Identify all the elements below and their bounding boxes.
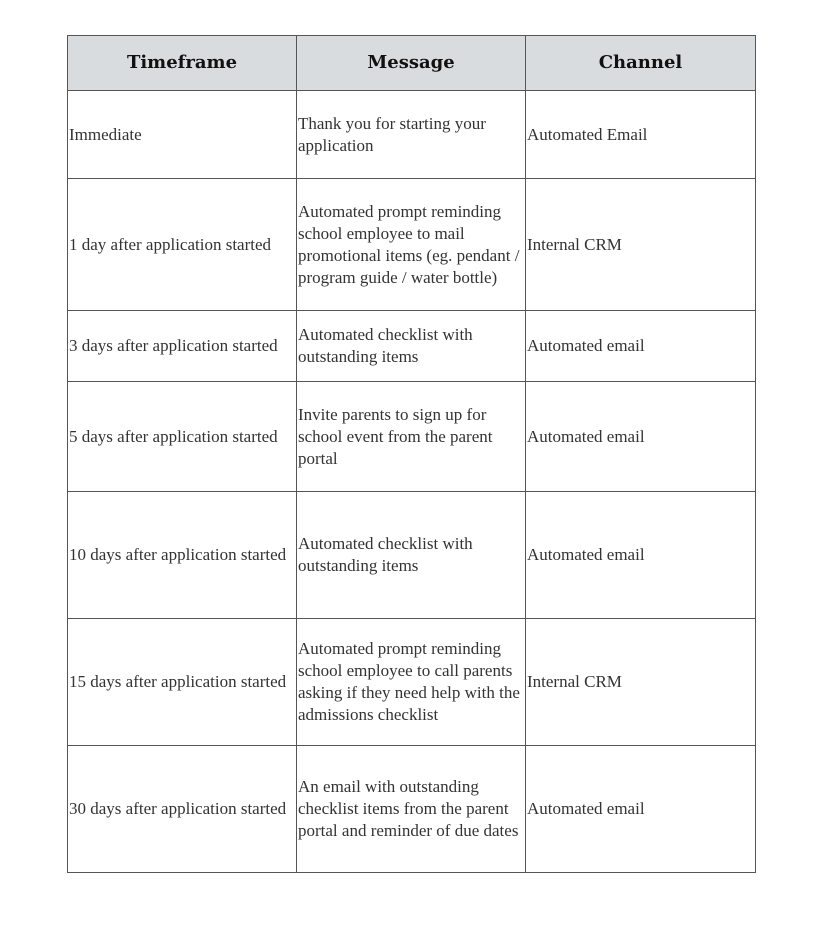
cell-timeframe: 5 days after application started (68, 382, 297, 492)
cell-timeframe: 10 days after application started (68, 492, 297, 619)
cell-timeframe: 3 days after application started (68, 311, 297, 382)
cell-channel: Automated email (526, 746, 756, 873)
cell-channel: Automated Email (526, 91, 756, 179)
cell-timeframe: 15 days after application started (68, 619, 297, 746)
table-row (68, 311, 756, 382)
table-row (68, 492, 756, 619)
cell-message: Automated checklist with outstanding items (297, 311, 526, 382)
cell-timeframe: 1 day after application started (68, 179, 297, 311)
header-message: Message (297, 36, 526, 91)
table-row (68, 382, 756, 492)
cell-timeframe: 30 days after application started (68, 746, 297, 873)
communication-schedule-table (67, 35, 756, 873)
cell-channel: Internal CRM (526, 179, 756, 311)
table-row (68, 746, 756, 873)
cell-timeframe: Immediate (68, 91, 297, 179)
cell-channel: Internal CRM (526, 619, 756, 746)
cell-message: Automated checklist with outstanding items (297, 492, 526, 619)
cell-message: Automated prompt reminding school employee to call parents asking if they need help with the admissions checklist (297, 619, 526, 746)
cell-message: An email with outstanding checklist items from the parent portal and reminder of due dates (297, 746, 526, 873)
header-channel: Channel (526, 36, 756, 91)
cell-message: Thank you for starting your application (297, 91, 526, 179)
table-row (68, 619, 756, 746)
cell-message: Invite parents to sign up for school event from the parent portal (297, 382, 526, 492)
cell-channel: Automated email (526, 382, 756, 492)
table-row (68, 179, 756, 311)
cell-channel: Automated email (526, 492, 756, 619)
table-row (68, 91, 756, 179)
header-row (68, 36, 756, 91)
header-timeframe: Timeframe (68, 36, 297, 91)
cell-channel: Automated email (526, 311, 756, 382)
cell-message: Automated prompt reminding school employee to mail promotional items (eg. pendant / program guide / water bottle) (297, 179, 526, 311)
